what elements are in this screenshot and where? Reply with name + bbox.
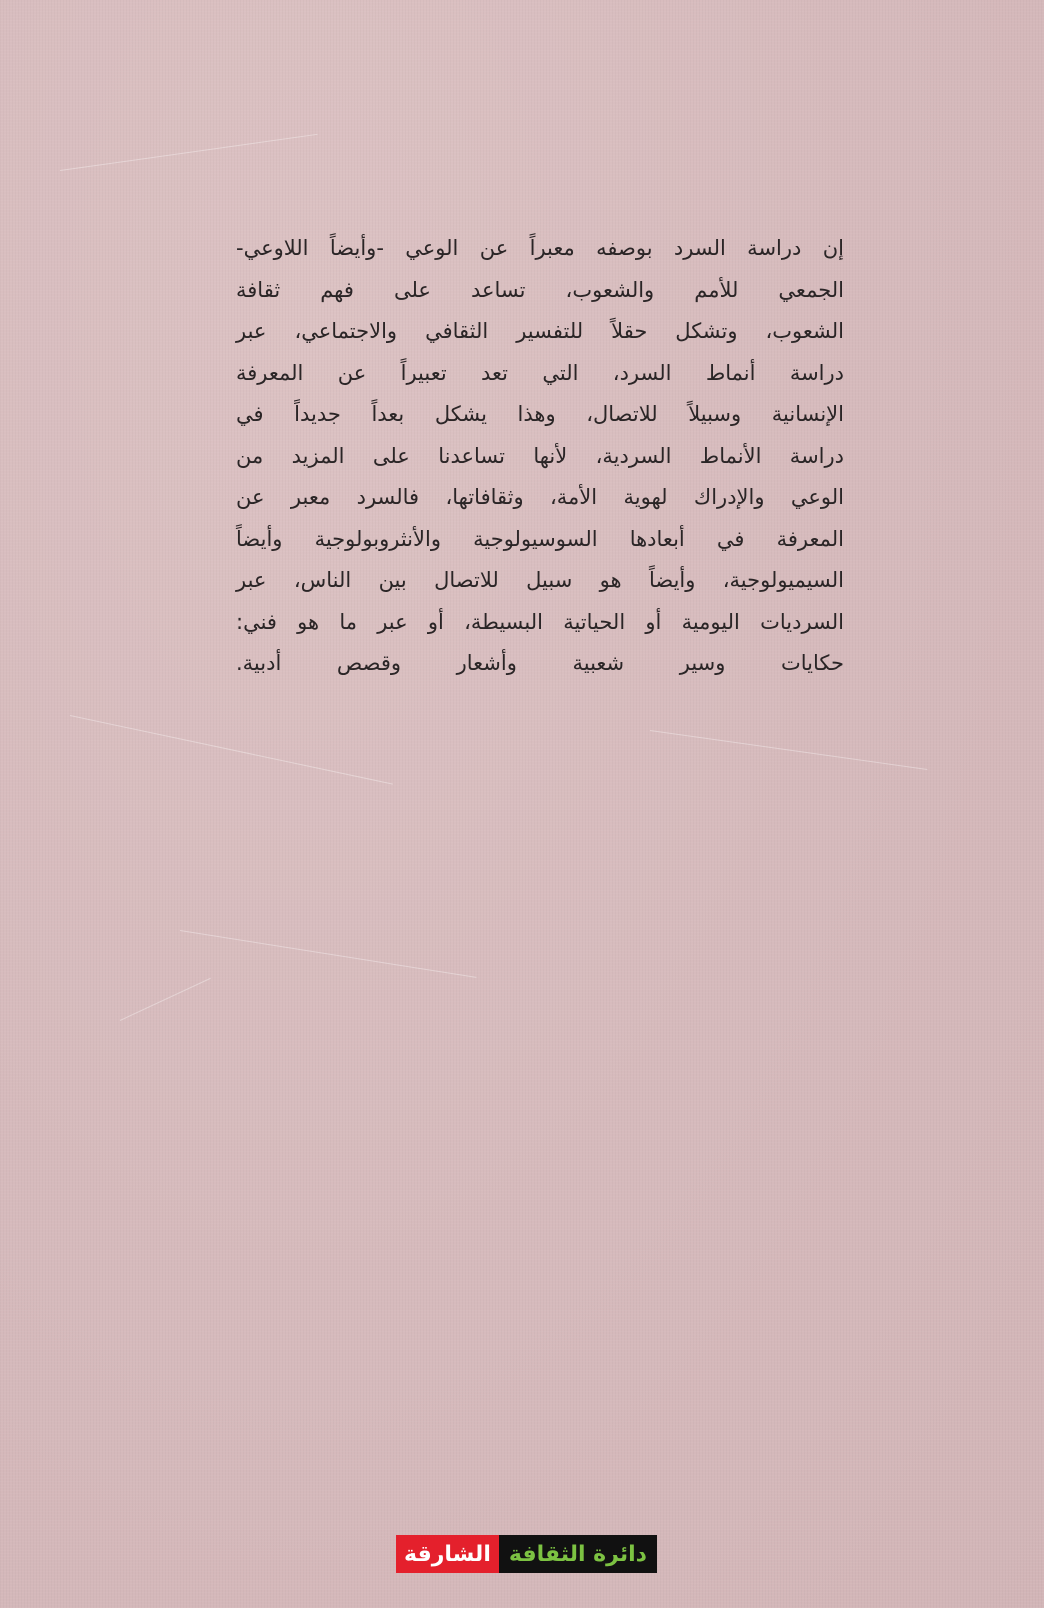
cover-crease [120,978,211,1021]
blurb-line: إن دراسة السرد بوصفه معبراً عن الوعي -وأيضاً اللاوعي- [236,236,844,260]
cover-crease [650,730,927,770]
blurb-line: الجمعي للأمم والشعوب، تساعد على فهم ثقافة [236,277,844,302]
blurb-line: حكايات وسير شعبية وأشعار وقصص أدبية. [236,651,844,675]
cover-crease [60,134,318,171]
back-cover-blurb [236,228,844,685]
blurb-line: المعرفة في أبعادها السوسيولوجية والأنثروبولوجية وأيضاً [236,526,844,551]
publisher-logo-culture-department: دائرة الثقافة [499,1535,657,1573]
cover-crease [180,930,476,978]
blurb-line: دراسة أنماط السرد، التي تعد تعبيراً عن المعرفة [236,360,844,385]
publisher-logo-sharjah: الشارقة [396,1535,499,1573]
blurb-line: الوعي والإدراك لهوية الأمة، وثقافاتها، فالسرد معبر عن [236,485,844,509]
blurb-line: السيميولوجية، وأيضاً هو سبيل للاتصال بين الناس، عبر [236,568,844,592]
blurb-line: الشعوب، وتشكل حقلاً للتفسير الثقافي والاجتماعي، عبر [236,319,844,343]
publisher-logo [396,1535,657,1573]
blurb-line: دراسة الأنماط السردية، لأنها تساعدنا على المزيد من [236,443,844,468]
cover-crease [70,715,393,785]
blurb-line: السرديات اليومية أو الحياتية البسيطة، أو عبر ما هو فني: [236,609,844,634]
blurb-line: الإنسانية وسبيلاً للاتصال، وهذا يشكل بعداً جديداً في [236,402,844,426]
